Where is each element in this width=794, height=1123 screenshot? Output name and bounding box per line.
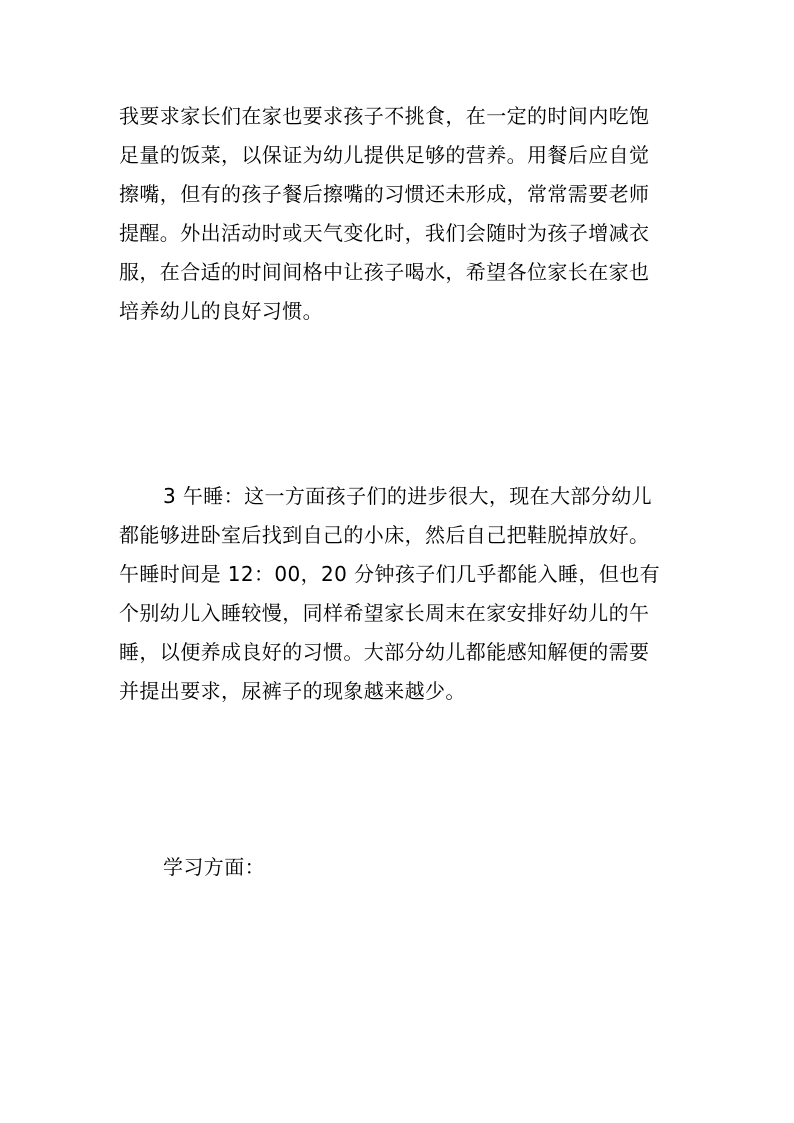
paragraph-1-line-1: 我要求家长们在家也要求孩子不挑食，在一定的时间内吃饱 <box>119 104 650 128</box>
paragraph-2-line-1: 3 午睡：这一方面孩子们的进步很大，现在大部分幼儿 <box>163 484 653 508</box>
paragraph-1-line-6: 培养幼儿的良好习惯。 <box>119 299 323 323</box>
paragraph-1-line-3: 擦嘴，但有的孩子餐后擦嘴的习惯还未形成，常常需要老师 <box>119 182 650 206</box>
paragraph-1-line-4: 提醒。外出活动时或天气变化时，我们会随时为孩子增减衣 <box>119 221 650 245</box>
paragraph-2-line-6: 并提出要求，尿裤子的现象越来越少。 <box>119 679 466 703</box>
paragraph-2-line-2: 都能够进卧室后找到自己的小床，然后自己把鞋脱掉放好。 <box>119 523 650 547</box>
paragraph-1-line-2: 足量的饭菜，以保证为幼儿提供足够的营养。用餐后应自觉 <box>119 143 650 167</box>
paragraph-2-line-4: 个别幼儿入睡较慢，同样希望家长周末在家安排好幼儿的午 <box>119 601 650 625</box>
paragraph-1-line-5: 服，在合适的时间间格中让孩子喝水，希望各位家长在家也 <box>119 260 650 284</box>
paragraph-2-line-3: 午睡时间是 12：00，20 分钟孩子们几乎都能入睡，但也有 <box>119 562 661 586</box>
section-heading-study: 学习方面： <box>163 855 265 879</box>
paragraph-2-line-5: 睡，以便养成良好的习惯。大部分幼儿都能感知解便的需要 <box>119 640 650 664</box>
